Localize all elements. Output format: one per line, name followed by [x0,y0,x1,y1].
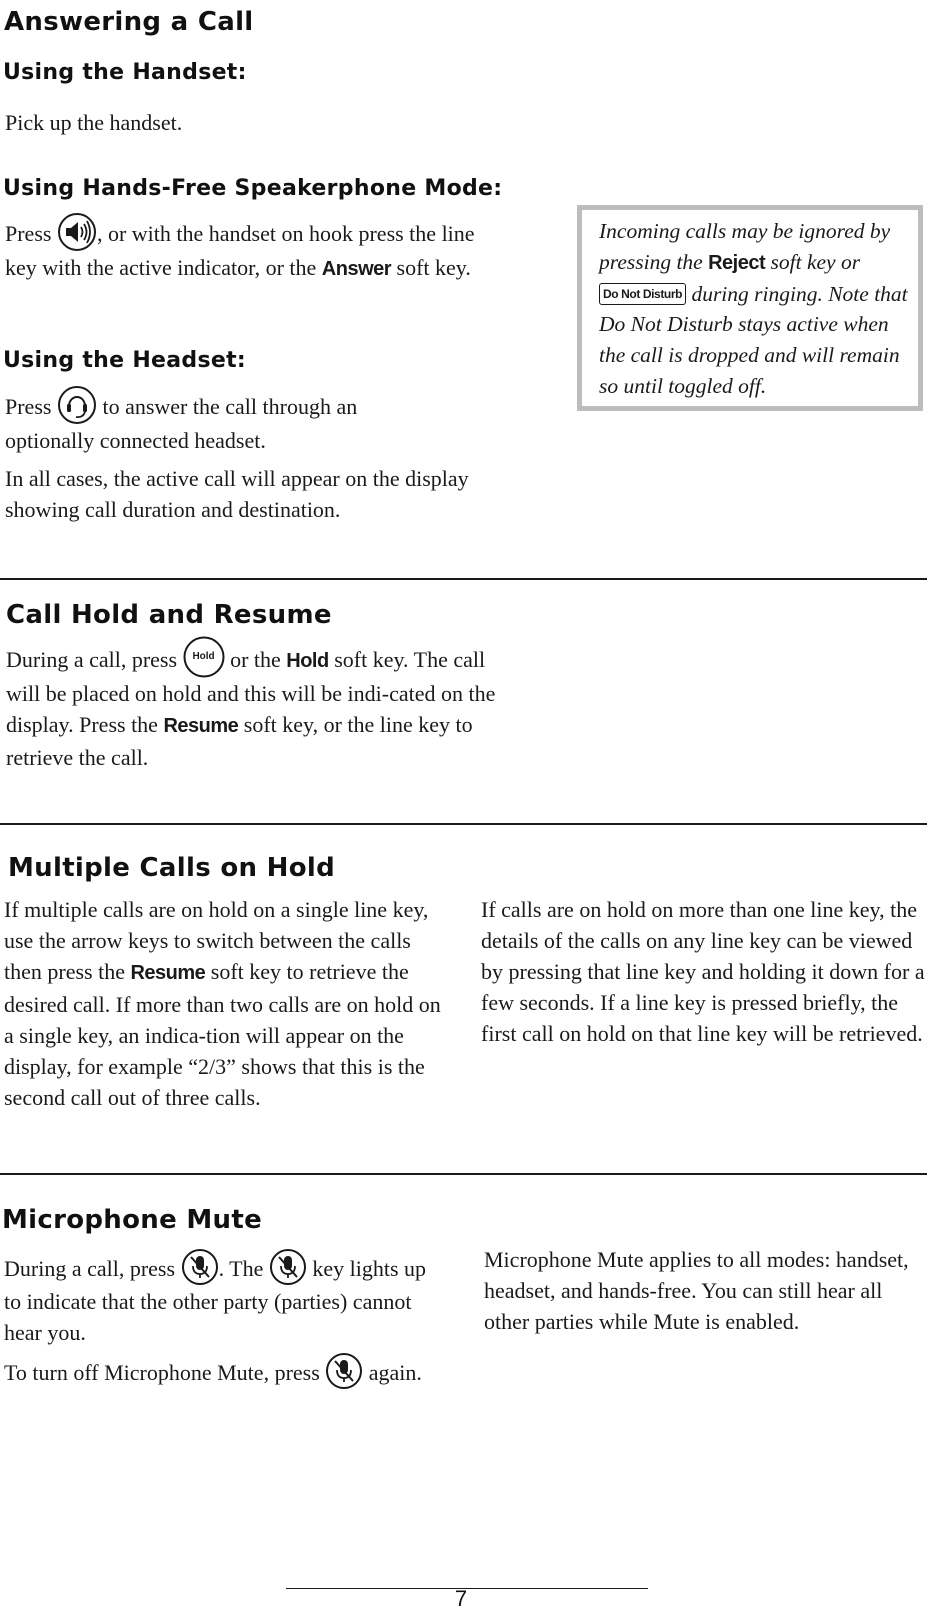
note-text [599,216,919,402]
hold-text-part3: soft key. The call will be placed on hold and this will be indi-cated on the display. Press the [6,647,496,737]
speakerphone-heading: Using Hands-Free Speakerphone Mode: [3,176,503,201]
speakerphone-text-part2: , or with the handset on hook press the line key with the active indicator, or the [5,221,475,280]
hold-text-part1: During a call, press [6,647,183,672]
speaker-icon [57,212,97,252]
mute-off-part1: To turn off Microphone Mute, press [4,1360,326,1385]
note-text-part1: Incoming calls may be ignored by pressing the [599,219,891,274]
headset-heading: Using the Headset: [3,348,246,373]
hold-text [6,644,516,773]
handset-text: Pick up the handset. [5,110,183,135]
note-text-part2: soft key or [765,249,861,274]
mute-off-text [4,1357,434,1390]
section-divider [0,823,927,825]
headset-text [5,391,435,456]
do-not-disturb-key: Do Not Disturb [599,283,686,305]
page-title: Answering a Call [4,7,254,37]
resume-key-label: Resume [130,962,206,984]
headset-text-part1: Press [5,394,57,419]
multiple-calls-title: Multiple Calls on Hold [8,853,335,883]
note-text-part3: during ringing. Note that Do Not Disturb stays active when the call is dropped and will remain so until toggled off. [599,281,908,398]
all-cases-text: In all cases, the active call will appear on the display showing call duration and destination. [5,466,469,522]
section-divider [0,1173,927,1175]
hold-text-part4: soft key, or the line key to retrieve the call. [6,711,473,770]
speakerphone-text-part3: soft key. [391,254,471,280]
mute-off-part2: again. [363,1360,422,1385]
mute-section-title: Microphone Mute [2,1205,263,1235]
note-box [577,205,923,411]
hold-icon [183,636,225,678]
hold-icon-label: Hold [192,650,215,662]
mute-icon [181,1248,219,1286]
section-divider [0,578,927,580]
multiple-left-part2: soft key to retrieve the desired call. If more than two calls are on hold on a single key, an indica-tion will appear on the display, for example “2/3” shows that this is the second call out of three calls. [4,959,441,1110]
page-number: 7 [454,1586,468,1611]
resume-key-label: Resume [163,714,239,737]
hold-section-title: Call Hold and Resume [6,600,332,630]
speakerphone-text [5,218,510,285]
multiple-left-part1: If multiple calls are on hold on a single line key, use the arrow keys to switch between the calls then press the [4,897,429,984]
multiple-calls-left-text [4,894,449,1113]
headset-text-part2: to answer the call through an optionally connected headset. [5,394,358,453]
headset-icon [57,385,97,425]
handset-heading: Using the Handset: [3,60,247,85]
mute-text-part2: . The [218,1256,269,1281]
answer-key-label: Answer [321,257,392,280]
hold-key-label: Hold [286,650,329,672]
mute-text [4,1253,434,1348]
hold-text-part2: or the [224,647,287,672]
mute-right-text: Microphone Mute applies to all modes: handset, headset, and hands-free. You can still hear all other parties while Mute is enabled. [484,1247,909,1334]
mute-icon [325,1352,363,1390]
mute-text-part3: key lights up to indicate that the other party (parties) cannot hear you. [4,1256,427,1345]
speakerphone-text-part1: Press [5,221,57,246]
reject-key-label: Reject [708,251,766,274]
mute-icon [269,1248,307,1286]
mute-text-part1: During a call, press [4,1256,181,1281]
multiple-calls-right-text: If calls are on hold on more than one line key, the details of the calls on any line key can be viewed by pressing that line key and holding it down for a few seconds. If a line key is pressed briefly, the first call on hold on that line key will be retrieved. [481,897,925,1046]
